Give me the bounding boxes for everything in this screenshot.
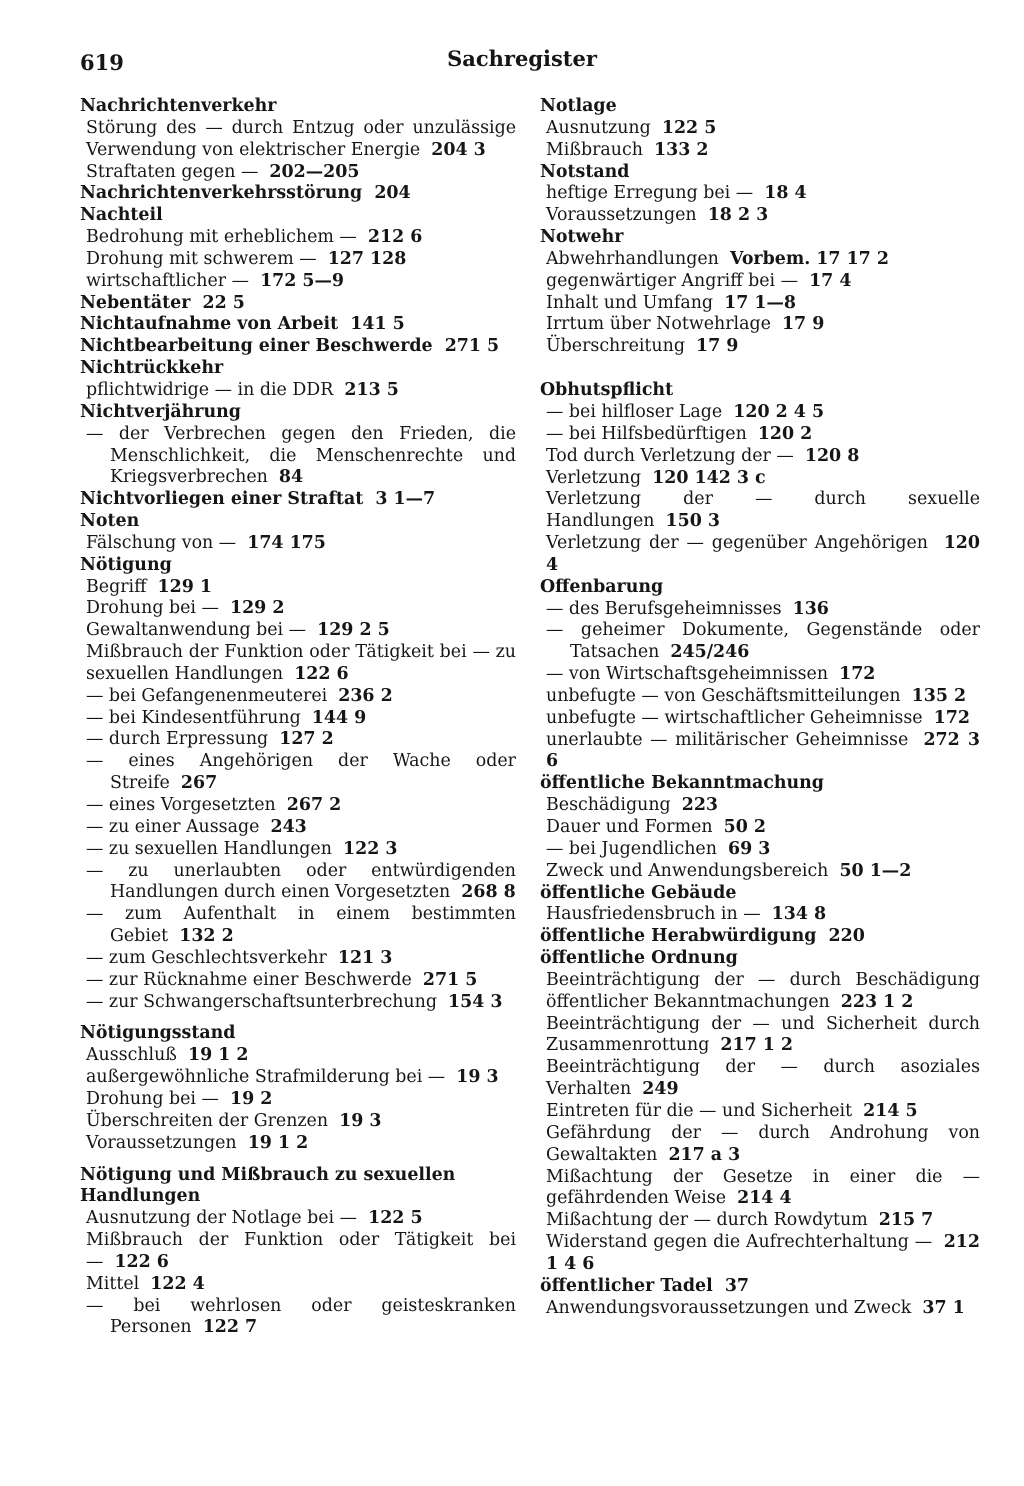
entry-text: Noten bbox=[80, 511, 140, 532]
entry-text: Beeinträchtigung der — und Sicherheit durch Zusammenrottung bbox=[546, 1013, 980, 1056]
index-heading bbox=[540, 883, 980, 905]
entry-text: Überschreiten der Grenzen bbox=[86, 1110, 329, 1131]
entry-text: — zum Geschlechtsverkehr bbox=[86, 947, 327, 968]
entry-text: öffentlicher Tadel bbox=[540, 1275, 713, 1296]
entry-text: Gewaltanwendung bei — bbox=[86, 620, 307, 641]
entry-text: — zu unerlaubten oder entwürdigenden Handlungen durch einen Vorgesetzten bbox=[86, 860, 516, 903]
index-subentry bbox=[540, 664, 980, 686]
index-subentry bbox=[80, 751, 516, 795]
entry-reference: 267 bbox=[180, 773, 218, 794]
entry-reference: 144 9 bbox=[311, 707, 367, 728]
index-subentry bbox=[540, 970, 980, 1014]
index-heading bbox=[80, 314, 516, 336]
entry-reference: 215 7 bbox=[878, 1210, 934, 1231]
entry-reference: 18 4 bbox=[764, 183, 807, 204]
index-subentry bbox=[80, 620, 516, 642]
index-subentry bbox=[540, 336, 980, 358]
entry-reference: 172 bbox=[933, 707, 970, 728]
index-subentry bbox=[80, 795, 516, 817]
entry-text: öffentliche Bekanntmachung bbox=[540, 773, 824, 794]
entry-text: — eines Vorgesetzten bbox=[86, 795, 276, 815]
entry-reference: 69 3 bbox=[727, 838, 771, 859]
entry-text: Mißbrauch der Funktion oder Tätigkeit bei — bbox=[86, 1230, 516, 1272]
entry-reference: 172 bbox=[839, 664, 876, 685]
entry-reference: 18 2 3 bbox=[707, 205, 769, 226]
index-subentry bbox=[80, 1133, 516, 1155]
index-subentry bbox=[540, 708, 980, 730]
index-heading bbox=[80, 402, 516, 424]
entry-reference: 243 bbox=[270, 816, 307, 837]
index-subentry bbox=[540, 446, 980, 468]
entry-text: — des Berufsgeheimnisses bbox=[546, 598, 782, 619]
entry-text: Mißbrauch der Funktion oder Tätigkeit bei — zu sexuellen Handlungen bbox=[86, 642, 516, 684]
spacer bbox=[80, 1013, 516, 1023]
entry-text: Drohung bei — bbox=[86, 598, 219, 619]
index-subentry bbox=[540, 620, 980, 664]
index-subentry bbox=[80, 1230, 516, 1274]
entry-reference: 236 2 bbox=[338, 685, 393, 706]
entry-reference: 37 1 bbox=[922, 1297, 965, 1318]
entry-reference: 174 175 bbox=[247, 532, 326, 553]
entry-text: außergewöhnliche Strafmilderung bei — bbox=[86, 1067, 446, 1088]
index-subentry bbox=[80, 598, 516, 620]
entry-reference: 122 4 bbox=[150, 1273, 205, 1294]
index-heading bbox=[80, 489, 516, 511]
index-subentry bbox=[540, 839, 980, 861]
entry-reference: 19 1 2 bbox=[188, 1045, 249, 1066]
entry-reference: 214 4 bbox=[737, 1188, 792, 1209]
index-subentry bbox=[540, 293, 980, 315]
entry-text: heftige Erregung bei — bbox=[546, 183, 754, 204]
index-subentry bbox=[80, 227, 516, 249]
entry-text: Nebentäter bbox=[80, 292, 191, 313]
entry-text: Tod durch Verletzung der — bbox=[546, 445, 794, 466]
index-subentry bbox=[540, 817, 980, 839]
entry-reference: 122 5 bbox=[661, 117, 717, 138]
entry-text: Mittel bbox=[86, 1273, 140, 1294]
index-heading bbox=[540, 773, 980, 795]
entry-reference: 271 5 bbox=[422, 969, 478, 990]
entry-reference: 120 4 bbox=[546, 533, 980, 575]
index-subentry bbox=[540, 904, 980, 926]
index-subentry bbox=[540, 424, 980, 446]
entry-text: Bedrohung mit erheblichem — bbox=[86, 227, 357, 248]
entry-reference: 19 3 bbox=[339, 1110, 382, 1131]
entry-reference: 204 bbox=[374, 183, 411, 204]
index-subentry bbox=[540, 468, 980, 490]
index-subentry bbox=[540, 1210, 980, 1232]
index-subentry bbox=[540, 205, 980, 227]
entry-reference: 120 2 bbox=[757, 423, 813, 444]
index-subentry bbox=[540, 249, 980, 271]
index-heading bbox=[80, 183, 516, 205]
entry-text: Nötigung bbox=[80, 554, 172, 575]
entry-text: — zu sexuellen Handlungen bbox=[86, 838, 332, 859]
index-heading bbox=[80, 205, 516, 227]
entry-reference: 204 3 bbox=[431, 139, 486, 160]
entry-text: Offenbarung bbox=[540, 576, 664, 597]
index-heading bbox=[540, 1276, 980, 1298]
entry-reference: 121 3 bbox=[337, 947, 393, 968]
index-subentry bbox=[540, 730, 980, 774]
spacer bbox=[540, 358, 980, 380]
entry-text: Anwendungsvoraussetzungen und Zweck bbox=[546, 1297, 912, 1318]
entry-text: Nachrichtenverkehr bbox=[80, 96, 277, 116]
entry-reference: 150 3 bbox=[665, 511, 720, 532]
entry-reference: 122 5 bbox=[368, 1208, 423, 1229]
index-subentry bbox=[80, 162, 516, 184]
entry-text: Mißbrauch bbox=[546, 139, 643, 160]
entry-text: Zweck und Anwendungsbereich bbox=[546, 860, 829, 881]
entry-reference: 50 2 bbox=[723, 817, 767, 837]
entry-text: unbefugte — wirtschaftlicher Geheimnisse bbox=[546, 707, 923, 728]
index-heading bbox=[80, 293, 516, 315]
entry-reference: 129 1 bbox=[157, 576, 212, 597]
entry-text: öffentliche Gebäude bbox=[540, 882, 737, 903]
entry-text: Nichtverjährung bbox=[80, 401, 241, 422]
index-subentry bbox=[80, 1089, 516, 1111]
entry-text: öffentliche Herabwürdigung bbox=[540, 926, 817, 947]
entry-reference: 37 bbox=[724, 1275, 750, 1296]
entry-text: Verletzung der — gegenüber Angehörigen bbox=[546, 533, 928, 554]
entry-text: Begriff bbox=[86, 576, 147, 597]
entry-text: Irrtum über Notwehrlage bbox=[546, 314, 771, 335]
entry-text: — bei Hilfsbedürftigen bbox=[546, 423, 747, 444]
entry-text: — bei Gefangenenmeuterei bbox=[86, 685, 328, 706]
entry-reference: 122 6 bbox=[294, 663, 349, 684]
entry-text: Eintreten für die — und Sicherheit bbox=[546, 1100, 853, 1121]
index-subentry bbox=[80, 577, 516, 599]
entry-reference: 202—205 bbox=[269, 161, 360, 182]
entry-reference: 127 2 bbox=[279, 729, 334, 750]
entry-text: Widerstand gegen die Aufrechterhaltung — bbox=[546, 1232, 933, 1253]
index-subentry bbox=[80, 1111, 516, 1133]
entry-reference: 214 5 bbox=[863, 1100, 918, 1121]
index-subentry bbox=[540, 140, 980, 162]
index-column-right bbox=[540, 96, 980, 1319]
index-subentry bbox=[540, 489, 980, 533]
entry-text: Drohung bei — bbox=[86, 1088, 219, 1109]
index-subentry bbox=[80, 380, 516, 402]
index-subentry bbox=[540, 1167, 980, 1211]
entry-text: — zu einer Aussage bbox=[86, 816, 260, 837]
entry-reference: 245/246 bbox=[670, 642, 750, 663]
index-subentry bbox=[80, 970, 516, 992]
index-subentry bbox=[80, 1296, 516, 1340]
entry-text: Abwehrhandlungen bbox=[546, 248, 719, 269]
entry-reference: 135 2 bbox=[911, 685, 967, 706]
index-heading bbox=[80, 96, 516, 118]
entry-text: Gefährdung der — durch Androhung von Gewaltakten bbox=[546, 1122, 980, 1165]
index-subentry bbox=[540, 1014, 980, 1058]
entry-reference: 17 9 bbox=[696, 336, 739, 357]
entry-reference: 19 1 2 bbox=[247, 1132, 309, 1153]
entry-reference: 120 142 3 c bbox=[652, 467, 766, 488]
entry-text: — bei hilfloser Lage bbox=[546, 401, 723, 422]
entry-reference: 212 6 bbox=[367, 227, 423, 248]
index-subentry bbox=[540, 271, 980, 293]
entry-text: Nichtbearbeitung einer Beschwerde bbox=[80, 336, 433, 357]
entry-text: gegenwärtiger Angriff bei — bbox=[546, 270, 798, 291]
index-subentry bbox=[540, 795, 980, 817]
entry-text: Überschreitung bbox=[546, 336, 685, 357]
page-number: 619 bbox=[80, 50, 124, 75]
entry-text: Notstand bbox=[540, 161, 630, 182]
index-heading bbox=[80, 555, 516, 577]
index-subentry bbox=[80, 249, 516, 271]
index-subentry bbox=[540, 1123, 980, 1167]
entry-reference: 122 6 bbox=[114, 1251, 169, 1272]
index-subentry bbox=[540, 1057, 980, 1101]
entry-text: unbefugte — von Geschäftsmitteilungen bbox=[546, 685, 901, 706]
index-subentry bbox=[540, 599, 980, 621]
entry-text: — bei Kindesentführung bbox=[86, 707, 301, 728]
entry-text: Störung des — durch Entzug oder unzulässige Verwendung von elektrischer Energie bbox=[86, 117, 516, 160]
entry-text: Drohung mit schwerem — bbox=[86, 248, 317, 269]
entry-text: Ausnutzung der Notlage bei — bbox=[86, 1208, 358, 1229]
entry-text: Ausnutzung bbox=[546, 117, 651, 138]
index-subentry bbox=[80, 904, 516, 948]
index-subentry bbox=[540, 533, 980, 577]
index-subentry bbox=[80, 118, 516, 162]
index-subentry bbox=[540, 118, 980, 140]
entry-reference: 213 5 bbox=[344, 379, 399, 400]
entry-reference: 129 2 bbox=[229, 598, 285, 619]
index-subentry bbox=[540, 686, 980, 708]
index-subentry bbox=[80, 817, 516, 839]
index-heading bbox=[540, 926, 980, 948]
entry-reference: 272 3 6 bbox=[546, 729, 980, 772]
entry-text: Voraussetzungen bbox=[86, 1132, 237, 1153]
index-heading bbox=[80, 336, 516, 358]
entry-reference: 19 3 bbox=[456, 1067, 499, 1088]
entry-reference: 271 5 bbox=[444, 336, 500, 357]
entry-reference: 17 9 bbox=[781, 314, 825, 335]
entry-text: — geheimer Dokumente, Gegenstände oder Tatsachen bbox=[546, 620, 980, 663]
entry-reference: 122 7 bbox=[202, 1317, 258, 1338]
entry-reference: 50 1—2 bbox=[839, 860, 912, 881]
index-heading bbox=[80, 1023, 516, 1045]
entry-reference: 120 2 4 5 bbox=[733, 401, 825, 422]
entry-reference: 127 128 bbox=[327, 248, 407, 269]
index-subentry bbox=[540, 1232, 980, 1276]
index-heading bbox=[80, 358, 516, 380]
index-subentry bbox=[80, 1208, 516, 1230]
entry-text: öffentliche Ordnung bbox=[540, 948, 738, 969]
index-subentry bbox=[80, 1067, 516, 1089]
entry-text: — zum Aufenthalt in einem bestimmten Gebiet bbox=[86, 904, 516, 947]
index-subentry bbox=[540, 1298, 980, 1320]
index-heading bbox=[540, 380, 980, 402]
entry-text: Beschädigung bbox=[546, 795, 671, 816]
index-subentry bbox=[80, 642, 516, 686]
entry-text: Mißachtung der Gesetze in einer die — gefährdenden Weise bbox=[546, 1166, 980, 1209]
spacer bbox=[80, 1155, 516, 1165]
entry-reference: 17 4 bbox=[809, 270, 852, 291]
entry-text: Nachteil bbox=[80, 205, 163, 226]
entry-text: Dauer und Formen bbox=[546, 817, 713, 837]
entry-text: Inhalt und Umfang bbox=[546, 292, 714, 313]
entry-text: Nachrichtenverkehrsstörung bbox=[80, 183, 363, 204]
index-heading bbox=[540, 96, 980, 118]
index-subentry bbox=[540, 183, 980, 205]
entry-text: Ausschluß bbox=[86, 1045, 177, 1066]
entry-text: — von Wirtschaftsgeheimnissen bbox=[546, 664, 829, 685]
entry-text: pflichtwidrige — in die DDR bbox=[86, 379, 334, 400]
entry-text: Obhutspflicht bbox=[540, 380, 674, 401]
index-subentry bbox=[80, 1274, 516, 1296]
entry-text: Beeinträchtigung der — durch Beschädigung öffentlicher Bekanntmachungen bbox=[546, 969, 980, 1012]
index-subentry bbox=[80, 424, 516, 490]
entry-text: — der Verbrechen gegen den Frieden, die Menschlichkeit, die Menschenrechte und Kriegsverbrechen bbox=[86, 423, 516, 488]
page-title: Sachregister bbox=[447, 46, 597, 71]
index-subentry bbox=[540, 861, 980, 883]
entry-reference: 22 5 bbox=[202, 292, 245, 313]
entry-reference: 132 2 bbox=[179, 926, 234, 947]
index-subentry bbox=[80, 1045, 516, 1067]
entry-text: — bei Jugendlichen bbox=[546, 838, 717, 859]
entry-text: unerlaubte — militärischer Geheimnisse bbox=[546, 729, 909, 750]
entry-reference: 249 bbox=[642, 1079, 679, 1100]
index-subentry bbox=[80, 729, 516, 751]
entry-reference: 141 5 bbox=[350, 314, 405, 335]
index-subentry bbox=[80, 839, 516, 861]
entry-text: — eines Angehörigen der Wache oder Streife bbox=[86, 751, 516, 794]
index-subentry bbox=[80, 533, 516, 555]
entry-reference: 223 bbox=[681, 795, 719, 816]
entry-text: Voraussetzungen bbox=[546, 205, 697, 226]
entry-text: Straftaten gegen — bbox=[86, 161, 259, 182]
entry-reference: 136 bbox=[792, 598, 829, 619]
entry-reference: Vorbem. 17 17 2 bbox=[729, 248, 889, 269]
entry-text: Nötigungsstand bbox=[80, 1023, 236, 1044]
entry-reference: 223 1 2 bbox=[840, 991, 914, 1012]
index-heading bbox=[540, 227, 980, 249]
entry-reference: 172 5—9 bbox=[260, 270, 345, 291]
entry-text: Beeinträchtigung der — durch asoziales Verhalten bbox=[546, 1057, 980, 1100]
entry-reference: 134 8 bbox=[771, 904, 827, 925]
entry-text: Fälschung von — bbox=[86, 532, 237, 553]
entry-text: Verletzung bbox=[546, 467, 642, 488]
index-heading bbox=[540, 948, 980, 970]
index-subentry bbox=[80, 992, 516, 1014]
entry-text: Notlage bbox=[540, 96, 617, 116]
entry-reference: 220 bbox=[828, 926, 865, 947]
entry-reference: 129 2 5 bbox=[317, 620, 390, 641]
index-heading bbox=[80, 1165, 516, 1209]
entry-text: Nichtrückkehr bbox=[80, 358, 224, 379]
index-subentry bbox=[540, 402, 980, 424]
entry-text: — bei wehrlosen oder geisteskranken Personen bbox=[86, 1295, 516, 1338]
index-subentry bbox=[80, 948, 516, 970]
index-subentry bbox=[80, 271, 516, 293]
entry-text: Verletzung der — durch sexuelle Handlungen bbox=[546, 489, 980, 532]
entry-reference: 217 a 3 bbox=[668, 1144, 741, 1165]
entry-reference: 268 8 bbox=[461, 882, 516, 903]
index-heading bbox=[80, 511, 516, 533]
entry-text: Hausfriedensbruch in — bbox=[546, 904, 761, 925]
entry-reference: 122 3 bbox=[343, 838, 398, 859]
entry-text: Nötigung und Mißbrauch zu sexuellen Handlungen bbox=[80, 1164, 456, 1207]
entry-text: Mißachtung der — durch Rowdytum bbox=[546, 1210, 868, 1231]
entry-text: Nichtaufnahme von Arbeit bbox=[80, 314, 339, 335]
entry-text: — zur Rücknahme einer Beschwerde bbox=[86, 969, 412, 990]
index-heading bbox=[540, 577, 980, 599]
index-subentry bbox=[540, 314, 980, 336]
entry-reference: 217 1 2 bbox=[720, 1035, 794, 1056]
entry-reference: 19 2 bbox=[229, 1088, 273, 1109]
entry-reference: 84 bbox=[278, 467, 304, 488]
entry-reference: 3 1—7 bbox=[375, 489, 436, 510]
index-column-left bbox=[80, 96, 516, 1339]
entry-reference: 154 3 bbox=[448, 991, 503, 1012]
index-subentry bbox=[80, 861, 516, 905]
entry-reference: 212 1 4 6 bbox=[546, 1232, 980, 1274]
entry-text: Notwehr bbox=[540, 227, 624, 248]
entry-reference: 120 8 bbox=[804, 445, 860, 466]
entry-reference: 267 2 bbox=[286, 795, 342, 815]
index-subentry bbox=[540, 1101, 980, 1123]
index-subentry bbox=[80, 708, 516, 730]
entry-reference: 133 2 bbox=[654, 139, 709, 160]
index-heading bbox=[540, 162, 980, 184]
entry-text: wirtschaftlicher — bbox=[86, 270, 249, 291]
index-subentry bbox=[80, 686, 516, 708]
entry-text: Nichtvorliegen einer Straftat bbox=[80, 489, 364, 510]
entry-reference: 17 1—8 bbox=[724, 292, 796, 313]
entry-text: — durch Erpressung bbox=[86, 729, 269, 750]
entry-text: — zur Schwangerschaftsunterbrechung bbox=[86, 991, 437, 1012]
